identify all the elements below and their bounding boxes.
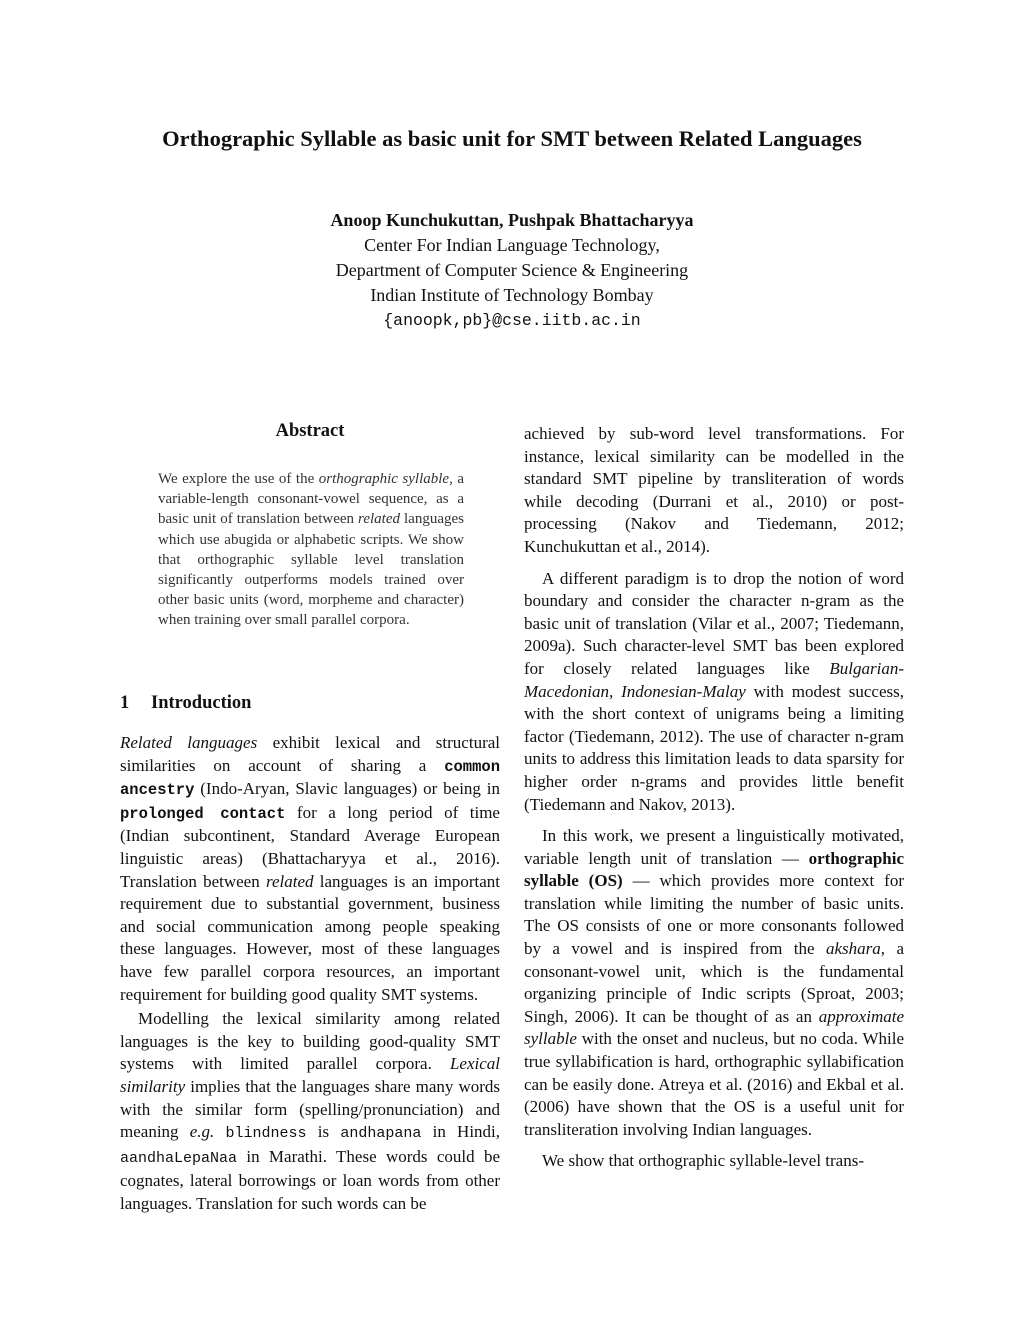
- abstract-span: We explore the use of the: [158, 471, 319, 487]
- intro-term: e.g.: [189, 1122, 215, 1142]
- intro-span: in Marathi. These words could be cognates, lateral borrowings or loan words from other languages. Translation for such words can be: [120, 1146, 500, 1213]
- right-column-body: [524, 423, 904, 1173]
- intro-span: (Indo-Aryan, Slavic languages) or being in: [194, 779, 500, 799]
- affiliation-line-2: Department of Computer Science & Engineering: [335, 260, 689, 280]
- paper-title: Orthographic Syllable as basic unit for SMT between Related Languages: [162, 126, 862, 151]
- intro-span: is: [306, 1122, 341, 1142]
- example-word: aandhaLepaNaa: [120, 1149, 238, 1167]
- section-heading-introduction: [120, 693, 251, 714]
- right-span: — which provides more context for translation while limiting the number of basic units. The OS consists of one or more consonants followed by a vowel and is inspired from the: [524, 871, 904, 959]
- abstract-term-related: related: [358, 511, 400, 528]
- intro-term-bold: common ancestry: [120, 757, 500, 800]
- intro-span: for a long period of time (Indian subcontinent, Standard Average European linguistic areas) (Bhattacharyya et al., 2016). Translation between: [120, 802, 500, 891]
- affiliation-line-1: Center For Indian Language Technology,: [364, 235, 660, 255]
- author-email: {anoopk,pb}@cse.iitb.ac.in: [383, 311, 641, 330]
- abstract-term-orthographic-syllable: orthographic syllable: [318, 471, 450, 487]
- intro-span: languages is an important requirement due to substantial government, business and social communication among people speaking these languages. However, most of these languages have few parallel corpora resources, an important requirement for building good quality SMT systems.: [120, 871, 500, 1004]
- example-word: blindness: [225, 1125, 307, 1143]
- abstract-span: , a variable-length consonant-vowel sequence, as a basic unit of translation between: [158, 471, 464, 528]
- right-span: with modest success, with the short context of unigrams being a limiting factor (Tiedemann, 2012). The use of character n-gram units to address this limitation leads to data sparsity for higher order n-grams and provides little benefit (Tiedemann and Nakov, 2013).: [524, 681, 904, 814]
- right-paragraph-3: [524, 825, 904, 1141]
- intro-term-bold: prolonged contact: [120, 804, 286, 823]
- abstract-text: [158, 469, 464, 631]
- introduction-body: [120, 732, 500, 1215]
- section-title: Introduction: [151, 693, 252, 713]
- intro-paragraph-2: [120, 1008, 500, 1215]
- right-term: Bulgarian-Macedonian, Indonesian-Malay: [524, 658, 904, 701]
- intro-span: in Hindi,: [421, 1122, 501, 1142]
- intro-paragraph-1: [120, 732, 500, 1006]
- right-span: In this work, we present a linguistically motivated, variable length unit of translation —: [524, 826, 904, 868]
- right-span: , a consonant-vowel unit, which is the fundamental organizing principle of Indic scripts (Sproat, 2003; Singh, 2006). It can be thought of as an: [524, 939, 905, 1026]
- right-paragraph-2: [524, 568, 904, 817]
- example-word: andhapana: [340, 1125, 422, 1143]
- intro-term: Related languages: [120, 733, 258, 752]
- intro-term: related: [265, 871, 314, 891]
- right-paragraph-1: achieved by sub-word level transformations. For instance, lexical similarity can be modelled in the standard SMT pipeline by transliteration of words while decoding (Durrani et al., 2010) or post-processing (Nakov and Tiedemann, 2012; Kunchukuttan et al., 2014).: [524, 424, 904, 556]
- right-paragraph-4: We show that orthographic syllable-level trans-: [542, 1151, 865, 1171]
- right-term: akshara: [826, 939, 881, 959]
- intro-term: Lexical similarity: [120, 1054, 500, 1096]
- intro-span: exhibit lexical and structural similarities on account of sharing a: [120, 733, 501, 775]
- right-span: A different paradigm is to drop the notion of word boundary and consider the character n-gram as the basic unit of translation (Vilar et al., 2007; Tiedemann, 2009a). Such character-level SMT bas been explored for closely related languages like: [524, 568, 904, 678]
- section-number: 1: [120, 693, 130, 713]
- right-term: approximate syllable: [524, 1006, 904, 1049]
- intro-span: implies that the languages share many words with the similar form (spelling/pronunciation) and meaning: [120, 1076, 500, 1142]
- abstract-heading: Abstract: [275, 421, 345, 441]
- right-span: with the onset and nucleus, but no coda. While true syllabification is hard, orthographic syllabification can be easily done. Atreya et al. (2016) and Ekbal et al. (2006) have shown that the OS is a useful unit for transliteration involving Indian languages.: [524, 1029, 904, 1139]
- author-block: [0, 208, 1024, 333]
- abstract-span: languages which use abugida or alphabetic scripts. We show that orthographic syllable level translation significantly outperforms models trained over other basic units (word, morpheme and character) when training over small parallel corpora.: [158, 511, 464, 629]
- intro-span: Modelling the lexical similarity among related languages is the key to building good-quality SMT systems with limited parallel corpora.: [120, 1009, 500, 1074]
- affiliation-line-3: Indian Institute of Technology Bombay: [370, 285, 654, 305]
- author-names: Anoop Kunchukuttan, Pushpak Bhattacharyya: [330, 210, 694, 230]
- right-term-bold: orthographic syllable (OS): [524, 848, 904, 891]
